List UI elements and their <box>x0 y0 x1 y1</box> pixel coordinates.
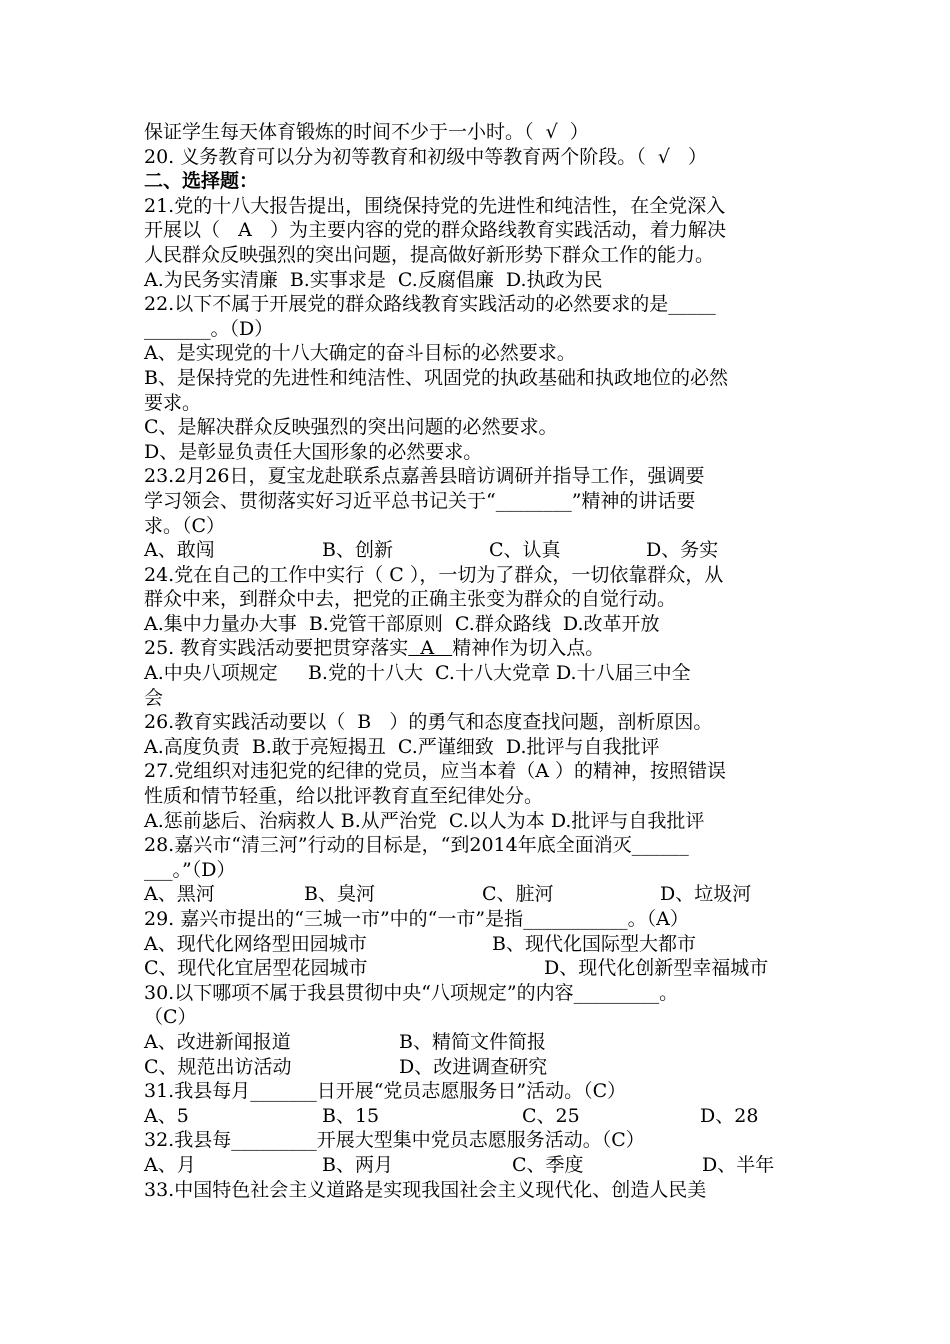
text-line <box>144 858 810 883</box>
text-line <box>144 1178 810 1203</box>
line-text: 会 <box>144 686 164 709</box>
text-line <box>144 366 810 391</box>
option-text: D、改进调查研究 <box>399 1055 548 1078</box>
line-text: 要求。 <box>144 391 202 414</box>
line-text: 人民群众反映强烈的突出问题，提高做好新形势下群众工作的能力。 <box>144 243 715 266</box>
text-line <box>144 1005 810 1030</box>
text-line <box>144 636 810 661</box>
line-text: B、是保持党的先进性和纯洁性、巩固党的执政基础和执政地位的必然 <box>144 366 728 389</box>
option-text: C、季度 <box>512 1153 584 1176</box>
answer-blank: A <box>408 637 453 660</box>
line-text: 25. 教育实践活动要把贯穿落实 <box>144 637 409 660</box>
option-text: D、务实 <box>646 539 719 562</box>
line-text: 26.教育实践活动要以（ B ）的勇气和态度查找问题，剖析原因。 <box>144 711 713 734</box>
text-line <box>144 563 810 588</box>
text-line <box>144 120 810 145</box>
option-row <box>144 1104 810 1129</box>
option-text: C、25 <box>522 1104 580 1127</box>
option-row <box>144 1153 810 1178</box>
line-text: 32.我县每_________开展大型集中党员志愿服务活动。（C） <box>144 1129 645 1152</box>
line-text: 求。（C） <box>144 514 226 537</box>
option-text: A、改进新闻报道 <box>144 1030 291 1053</box>
line-text: （C） <box>144 1006 197 1029</box>
line-text: A.高度负责 B.敢于亮短揭丑 C.严谨细致 D.批评与自我批评 <box>144 735 660 758</box>
line-text: 保证学生每天体育锻炼的时间不少于一小时。（ √ ） <box>144 121 589 143</box>
option-row <box>144 956 810 981</box>
option-row <box>144 882 810 907</box>
text-line <box>144 686 810 711</box>
text-line <box>144 1128 810 1153</box>
line-text: ___。”（D） <box>144 858 236 881</box>
option-text: A、黑河 <box>144 883 215 906</box>
text-line <box>144 391 810 416</box>
option-text: B、创新 <box>322 539 393 562</box>
line-text: _______。（D） <box>144 317 274 340</box>
line-text: 二、选择题： <box>144 170 259 193</box>
line-text: A.集中力量办大事 B.党管干部原则 C.群众路线 D.改革开放 <box>144 612 660 635</box>
option-text: A、现代化网络型田园城市 <box>144 932 367 955</box>
text-line <box>144 661 810 686</box>
text-line <box>144 587 810 612</box>
option-row <box>144 1030 810 1055</box>
document-body <box>144 120 810 1202</box>
text-line <box>144 735 810 760</box>
option-text: C、认真 <box>489 539 561 562</box>
line-text: D、是彰显负责任大国形象的必然要求。 <box>144 440 483 463</box>
line-text: A.为民务实清廉 B.实事求是 C.反腐倡廉 D.执政为民 <box>144 268 603 291</box>
option-text: B、臭河 <box>304 883 375 906</box>
text-line <box>144 243 810 268</box>
option-text: B、两月 <box>322 1153 393 1176</box>
text-line <box>144 341 810 366</box>
option-text: C、脏河 <box>482 883 554 906</box>
text-line <box>144 514 810 539</box>
text-line <box>144 415 810 440</box>
text-line <box>144 464 810 489</box>
text-line <box>144 981 810 1006</box>
text-line <box>144 710 810 735</box>
text-line <box>144 317 810 342</box>
text-line <box>144 489 810 514</box>
text-line <box>144 809 810 834</box>
line-text: A.惩前毖后、治病救人 B.从严治党 C.以人为本 D.批评与自我批评 <box>144 809 705 832</box>
text-line <box>144 218 810 243</box>
line-text: 23.2月26日，夏宝龙赴联系点嘉善县暗访调研并指导工作，强调要 <box>144 465 705 488</box>
option-row <box>144 538 810 563</box>
line-text: 群众中来，到群众中去，把党的正确主张变为群众的自觉行动。 <box>144 588 677 611</box>
line-text: 30.以下哪项不属于我县贯彻中央“八项规定”的内容_________。 <box>144 981 679 1004</box>
line-text: 27.党组织对违犯党的纪律的党员，应当本着（A ）的精神，按照错误 <box>144 760 726 783</box>
text-line <box>144 612 810 637</box>
text-line <box>144 440 810 465</box>
option-text: D、垃圾河 <box>660 883 752 906</box>
line-text: 33.中国特色社会主义道路是实现我国社会主义现代化、创造人民美 <box>144 1178 707 1201</box>
text-line <box>144 1079 810 1104</box>
option-text: C、规范出访活动 <box>144 1055 292 1078</box>
option-row <box>144 932 810 957</box>
option-text: A、月 <box>144 1153 196 1176</box>
line-text: 28.嘉兴市“清三河”行动的目标是，“到2014年底全面消灭______ <box>144 834 689 857</box>
line-text: 学习领会、贯彻落实好习近平总书记关于“________”精神的讲话要 <box>144 489 696 512</box>
option-text: A、5 <box>144 1104 189 1127</box>
line-text: 开展以（ A ）为主要内容的党的群众路线教育实践活动，着力解决 <box>144 219 726 242</box>
option-row <box>144 1055 810 1080</box>
option-text: D、28 <box>700 1104 759 1127</box>
option-text: B、精简文件简报 <box>399 1030 546 1053</box>
text-line <box>144 833 810 858</box>
text-line <box>144 292 810 317</box>
text-line <box>144 145 810 170</box>
line-text: 20. 义务教育可以分为初等教育和初级中等教育两个阶段。（ √ ） <box>144 145 708 168</box>
option-text: A、敢闯 <box>144 539 215 562</box>
option-text: D、半年 <box>702 1153 775 1176</box>
line-text-after: 精神作为切入点。 <box>452 637 605 660</box>
text-line <box>144 907 810 932</box>
option-text: B、现代化国际型大都市 <box>492 932 696 955</box>
line-text: 性质和情节轻重，给以批评教育直至纪律处分。 <box>144 785 544 808</box>
text-line <box>144 784 810 809</box>
option-text: D、现代化创新型幸福城市 <box>544 957 769 980</box>
line-text: C、是解决群众反映强烈的突出问题的必然要求。 <box>144 416 558 439</box>
option-text: B、15 <box>322 1104 380 1127</box>
line-text: A.中央八项规定 B.党的十八大 C.十八大党章 D.十八届三中全 <box>144 662 691 685</box>
line-text: 22.以下不属于开展党的群众路线教育实践活动的必然要求的是_____ <box>144 293 716 316</box>
line-text: 29. 嘉兴市提出的“三城一市”中的“一市”是指___________。（A） <box>144 908 689 930</box>
line-text: 24.党在自己的工作中实行（ C ），一切为了群众，一切依靠群众，从 <box>144 563 724 586</box>
line-text: 31.我县每月_______日开展“党员志愿服务日”活动。（C） <box>144 1080 627 1103</box>
section-heading <box>144 169 810 194</box>
line-text: A、是实现党的十八大确定的奋斗目标的必然要求。 <box>144 342 576 365</box>
text-line <box>144 759 810 784</box>
option-text: C、现代化宜居型花园城市 <box>144 957 368 980</box>
line-text: 21.党的十八大报告提出，围绕保持党的先进性和纯洁性，在全党深入 <box>144 194 726 217</box>
text-line <box>144 268 810 293</box>
text-line <box>144 194 810 219</box>
